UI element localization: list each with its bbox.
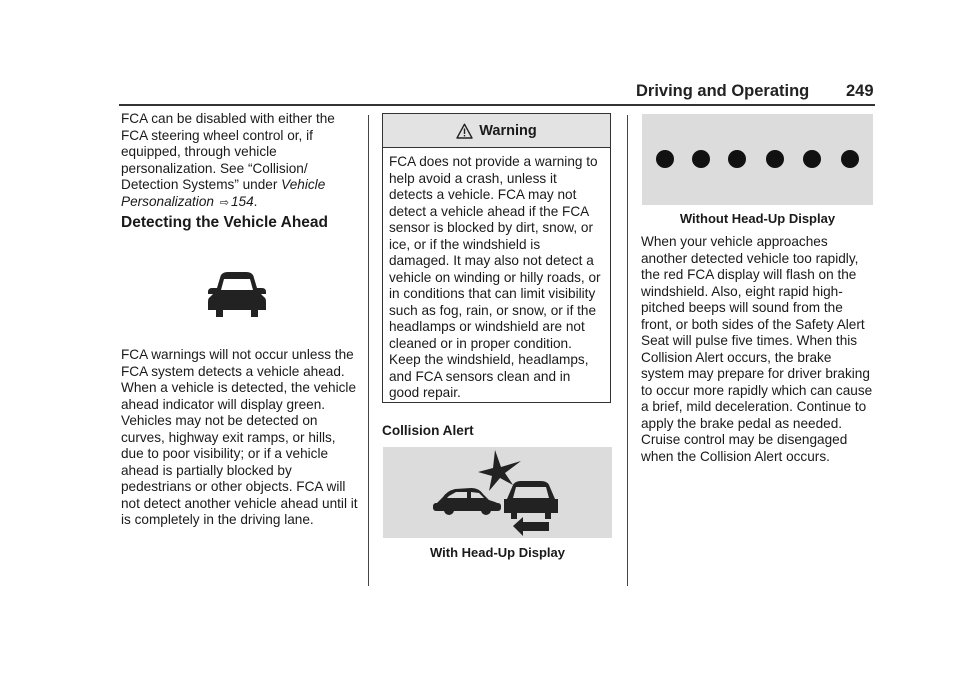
paragraph-fca-disable <box>121 111 359 211</box>
subheading-collision-alert: Collision Alert <box>382 423 474 438</box>
caption-without-hud: Without Head-Up Display <box>679 211 836 226</box>
warning-header <box>383 114 610 148</box>
header-title: Driving and Operating <box>636 82 810 100</box>
warning-title: Warning <box>479 122 537 139</box>
column-divider <box>627 115 628 586</box>
vehicle-ahead-icon <box>206 270 268 320</box>
collision-alert-no-hud-image <box>642 114 873 205</box>
paragraph-end: . <box>253 193 258 209</box>
page-ref-arrow-icon: ⇨ <box>219 196 229 209</box>
page-ref-number[interactable]: 154 <box>230 193 254 209</box>
paragraph-fca-warnings: FCA warnings will not occur unless the FCA system detects a vehicle ahead. When a vehicle is detected, the vehicle ahead indicator will display green. Vehicles may not be detected on curves, highway exit ramps, or hills, due to poor visibility; or if a vehicle ahead is partially blocked by pedestrians or other objects. FCA will not detect another vehicle ahead until it is completely in the driving lane. <box>121 347 358 527</box>
collision-alert-dots-icon <box>642 114 873 205</box>
paragraph-collision-alert: When your vehicle approaches another detected vehicle too rapidly, the red FCA display will flash on the windshield. Also, eight rapid high-pitched beeps will sound from the front, or both sides of the Safety Alert Seat will pulse five times. When this Collision Alert occurs, the brake system may prepare for driver braking to occur more rapidly which can cause a brief, mild deceleration. Continue to apply the brake pedal as needed. Cruise control may be disengaged when the Collision Alert occurs. <box>641 234 873 464</box>
column-1 <box>121 111 359 211</box>
section-heading: Detecting the Vehicle Ahead <box>121 214 329 231</box>
caption-with-hud: With Head-Up Display <box>430 545 565 560</box>
link-vehicle-personalization[interactable]: Vehicle Personalization <box>121 177 326 209</box>
page-number: 249 <box>846 82 874 100</box>
collision-alert-icon <box>383 447 612 538</box>
paragraph-text: FCA can be disabled with either the FCA steering wheel control or, if equipped, through vehicle personalization. See “Collision/ Detection Systems” under <box>121 111 335 192</box>
warning-triangle-icon <box>456 123 473 139</box>
page-header <box>0 0 960 110</box>
warning-box <box>382 113 611 403</box>
collision-alert-hud-image <box>383 447 612 538</box>
column-divider <box>368 115 369 586</box>
header-rule <box>119 104 875 106</box>
warning-body: FCA does not provide a warning to help avoid a crash, unless it detects a vehicle. FCA may not detect a vehicle ahead if the FCA sensor is blocked by dirt, snow, or ice, or if the windshield is damaged. It may also not detect a vehicle on winding or hilly roads, or in conditions that can limit visibility such as fog, rain, or snow, or if the headlamps or windshield are not cleaned or in proper condition. Keep the windshield, headlamps, and FCA sensors clean and in good repair. <box>389 154 601 400</box>
